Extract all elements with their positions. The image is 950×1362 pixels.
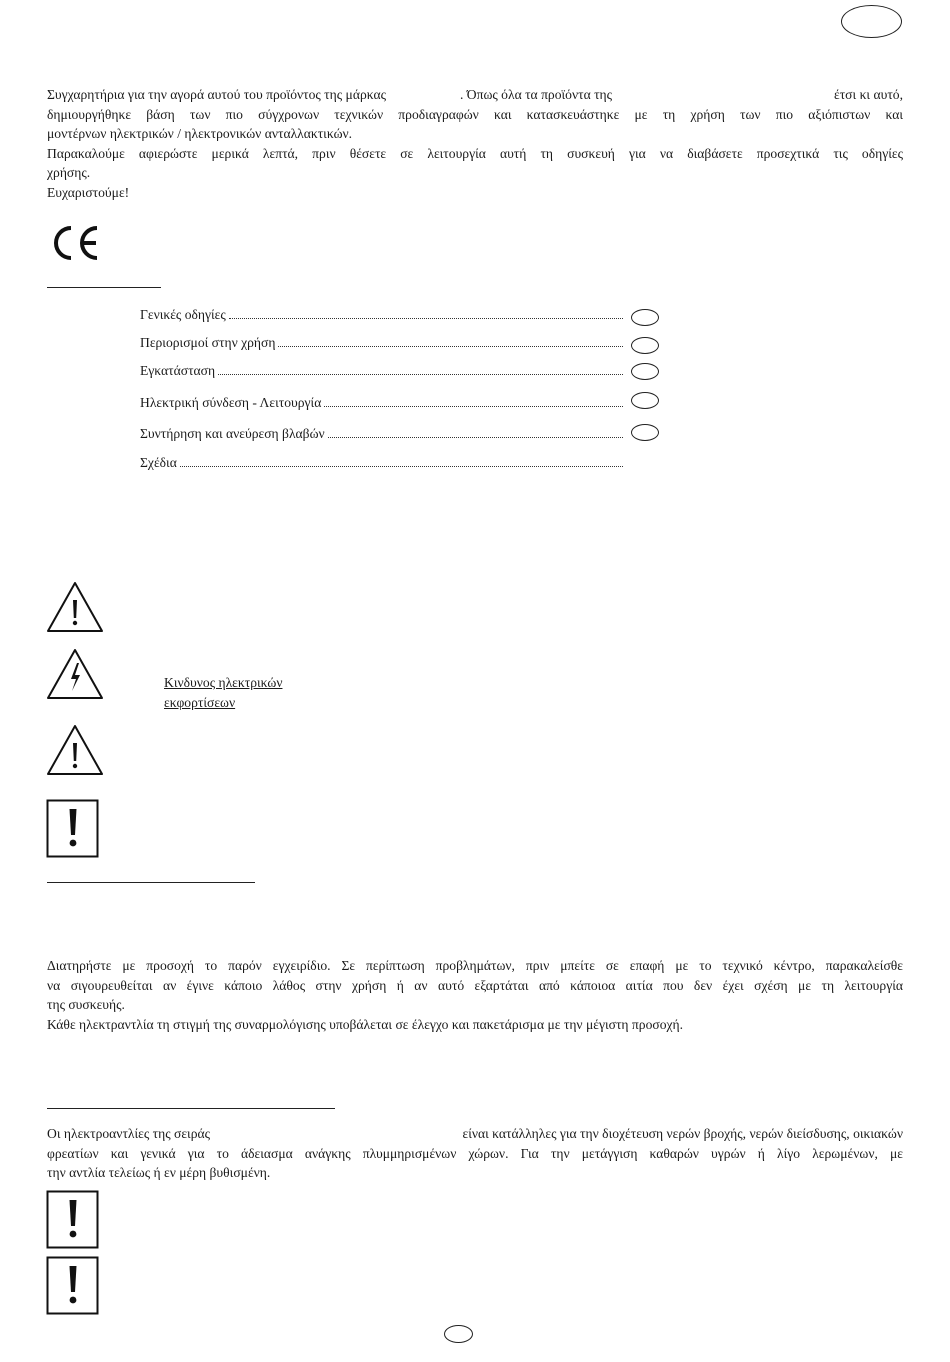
general-line-1: Διατηρήστε με προσοχή το παρόν εγχειρίδιο. Σε περίπτωση προβλημάτων, πριν μπείτε σε επαφή με το τεχνικό κέντρο, παρακαλείσθε [47,958,903,973]
intro-line-4: Παρακαλούμε αφιερώστε μερικά λεπτά, πριν θέσετε σε λειτουργία αυτή τη συσκευή για να διαβάσετε προσεχτικά τις οδηγίες [47,145,903,161]
toc-item[interactable]: Συντήρηση και ανεύρεση βλαβών [140,424,623,442]
general-line-2: να σιγουρευθείται αν έγινε κάποιο λάθος στην χρήση ή αν αυτό εξαρτάται από κάποιoα αιτία που δεν έχει σχέση με τη λειτουργία [47,977,903,993]
general-line-3: της συσκευής. [47,997,125,1012]
toc-item[interactable]: Ηλεκτρική σύνδεση - Λειτουργία [140,393,623,411]
ce-mark-icon [50,224,102,262]
intro-line-2: δημιουργήθηκε βάση των πιο σύγχρονων τεχνικών προδιαγραφών και κατασκευάστηκε με τη χρήση των πιο αξιόπιστων και [47,106,903,122]
caution-square-icon [46,1190,100,1249]
intro-paragraph [47,85,903,202]
page-number-oval [444,1325,473,1343]
section-rule-1 [47,287,161,288]
usage-line-1: Οι ηλεκτροαντλίες της σειράς είναι κατάλληλες για την διοχέτευση νερών βροχής, νερών διείσδυσης, οικιακών [47,1126,903,1141]
warning-triangle-icon [46,580,104,634]
usage-paragraph [47,1124,903,1183]
general-paragraph [47,956,903,1034]
electric-danger-label: Κινδυνος ηλεκτρικών εκφορτίσεων [164,675,283,710]
caution-square-icon [46,1256,100,1315]
toc-item[interactable]: Σχέδια [140,453,623,471]
toc-page-oval [631,424,659,441]
toc-item[interactable]: Γενικές οδηγίες [140,305,623,323]
caution-square-icon [46,799,100,858]
general-line-4: Κάθε ηλεκτραντλία τη στιγμή της συναρμολόγισης υποβάλεται σε έλεγχο και πακετάρισμα με την μέγιστη προσοχή. [47,1016,684,1032]
usage-line-3: την αντλία τελείως ή εν μέρη βυθισμένη. [47,1165,271,1180]
electric-hazard-triangle-icon [46,647,104,701]
intro-line-5: χρήσης. [47,165,91,180]
warning-triangle-icon [46,723,104,777]
toc-page-oval [631,337,659,354]
toc-page-oval [631,309,659,326]
language-badge-oval [841,5,902,38]
section-rule-3 [47,1108,335,1109]
intro-line-6: Ευχαριστούμε! [47,184,130,200]
toc-item[interactable]: Περιορισμοί στην χρήση [140,333,623,351]
toc-item[interactable]: Εγκατάσταση [140,361,623,379]
intro-line-3: μοντέρνων ηλεκτρικών / ηλεκτρονικών ανταλλακτικών. [47,126,353,141]
intro-line-1: Συγχαρητήρια για την αγορά αυτού του προϊόντος της μάρκας . Όπως όλα τα προϊόντα της έτσι κι αυτό, [47,87,903,102]
toc-page-oval [631,392,659,409]
usage-line-2: φρεατίων και γενικά για το άδειασμα ανάγκης πλυμμηρισμένων χώρων. Για την μετάγγιση καθαρών υγρών ή λίγο λερωμένων, με [47,1145,903,1161]
section-rule-2 [47,882,255,883]
toc-page-oval [631,363,659,380]
